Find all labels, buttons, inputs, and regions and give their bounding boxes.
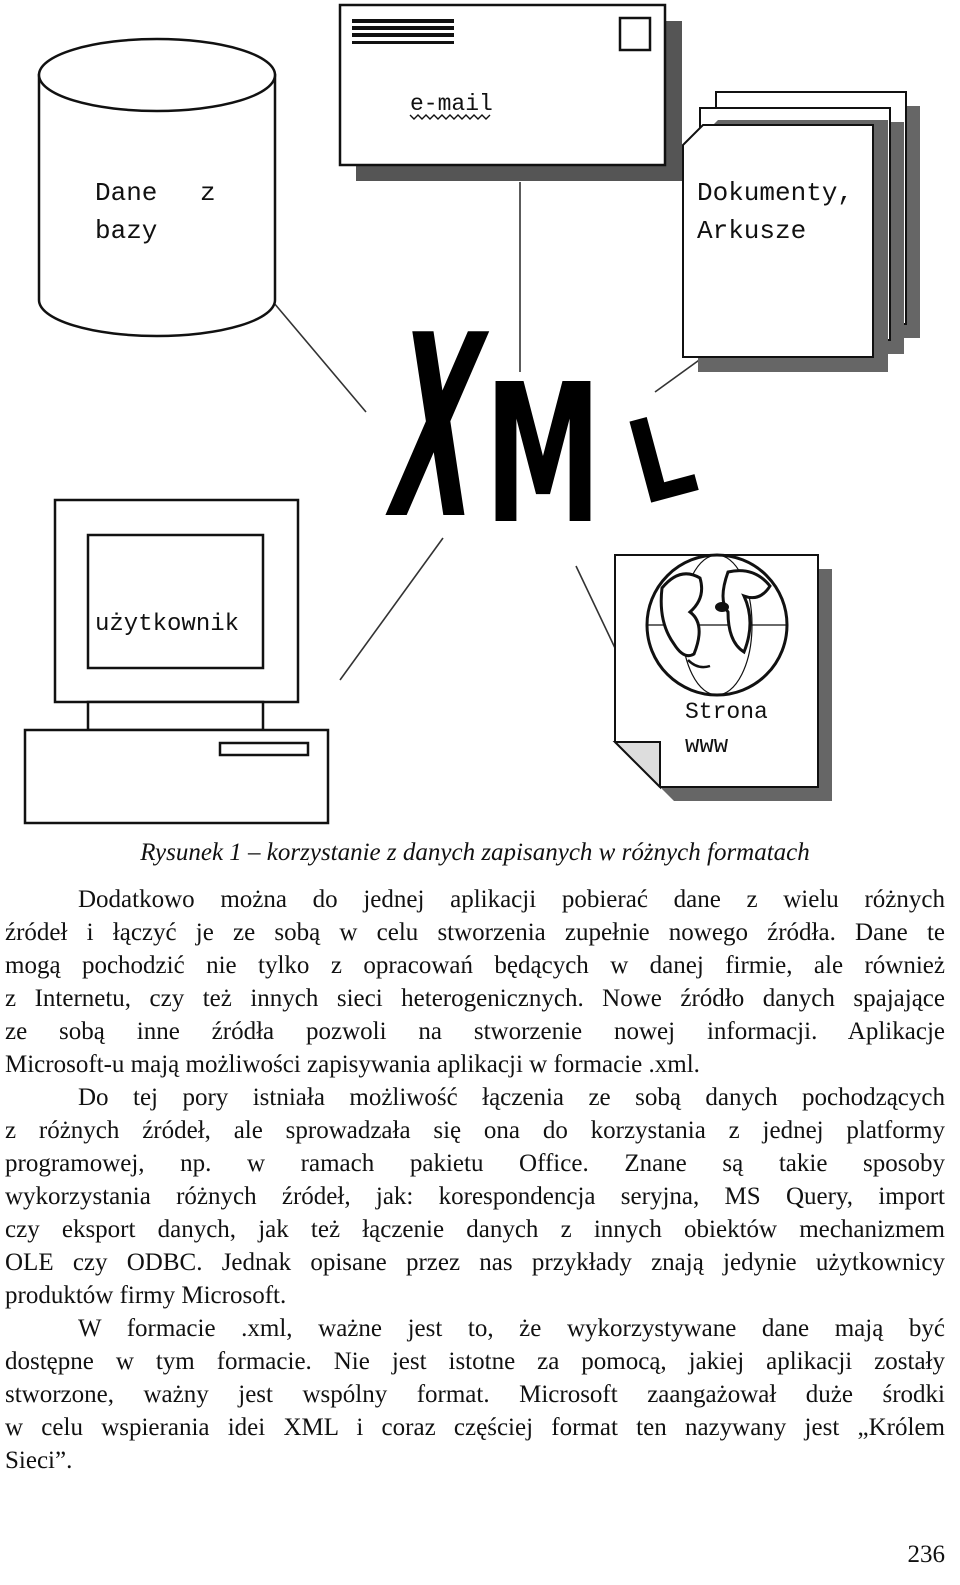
stamp [620, 18, 650, 50]
text-line: źródeł i łączyć je ze sobą w celu stworzenia zupełnie nowego źródła. Dane te [5, 919, 945, 946]
email-envelope [340, 5, 682, 181]
text-line: Do tej pory istniała możliwość łączenia ze sobą danych pochodzących [78, 1084, 945, 1111]
text-line: OLE czy ODBC. Jednak opisane przez nas przykłady znają jedynie użytkownicy [5, 1249, 945, 1276]
text-line: W formacie .xml, ważne jest to, że wykorzystywane dane mają być [78, 1315, 945, 1342]
paragraph-3 [5, 1312, 945, 1477]
email-label: e-mail [410, 91, 493, 117]
documents-label-line1: Dokumenty, [697, 178, 854, 208]
folded-corner [615, 742, 660, 787]
documents-label-line2: Arkusze [697, 216, 807, 246]
monitor-screen [88, 535, 263, 668]
body-text [5, 883, 945, 1477]
figure-caption: Rysunek 1 – korzystanie z danych zapisanych w różnych formatach [140, 839, 810, 866]
web-page-label-line2: www [685, 733, 729, 760]
xml-letter-m: M [484, 343, 602, 567]
text-line: Sieci”. [5, 1447, 73, 1474]
text-line: w celu wspierania idei XML i coraz częściej format ten nazywany jest „Królem [5, 1414, 945, 1441]
documents-stack [683, 92, 920, 372]
text-line: wykorzystania różnych źródeł, jak: korespondencja seryjna, MS Query, import [5, 1183, 945, 1210]
xml-lettering [375, 283, 708, 576]
text-line: z różnych źródeł, ale sprowadzała się ona do korzystania z jednej platformy [5, 1117, 945, 1144]
text-line: produktów firmy Microsoft. [5, 1282, 287, 1309]
text-line: mogą pochodzić nie tylko z opracowań będących w danej firmie, ale również [5, 952, 945, 979]
xml-letter-x: X [374, 282, 500, 576]
text-line: programowej, np. w ramach pakietu Office. Znane są takie sposoby [5, 1150, 945, 1177]
text-line: czy eksport danych, jak też łączenie danych z innych obiektów mechanizmem [5, 1216, 945, 1243]
web-page-label-line1: Strona [685, 699, 768, 725]
paragraph-1 [5, 883, 945, 1081]
monitor-neck [88, 702, 263, 730]
text-line: z Internetu, czy też innych sieci heterogenicznych. Nowe źródło danych spajające [5, 985, 945, 1012]
text-line: Microsoft-u mają możliwości zapisywania aplikacji w formacie .xml. [5, 1051, 700, 1078]
database-label-bazy: bazy [95, 216, 158, 246]
connector-webpage-xml [576, 566, 615, 648]
text-line: stworzone, ważny jest wspólny format. Microsoft zaangażował duże środki [5, 1381, 945, 1408]
text-line: dostępne w tym formacie. Nie jest istotne za pomocą, jakiej aplikacji zostały [5, 1348, 945, 1375]
database-label-z: z [200, 178, 216, 208]
text-line: Dodatkowo można do jednej aplikacji pobierać dane z wielu różnych [78, 886, 945, 913]
xml-letter-l: L [615, 385, 709, 532]
connector-database-xml [263, 290, 366, 412]
user-computer [25, 500, 328, 823]
drive-slot [220, 743, 308, 755]
globe-icon [647, 555, 787, 695]
database-cylinder [39, 39, 275, 336]
page-number: 236 [907, 1541, 945, 1568]
web-page-document [615, 555, 832, 801]
paragraph-2 [5, 1081, 945, 1312]
text-line: ze sobą inne źródła pozwoli na stworzenie nowej informacji. Aplikacje [5, 1018, 945, 1045]
database-label-dane: Dane [95, 178, 158, 208]
user-label: użytkownik [95, 611, 240, 638]
